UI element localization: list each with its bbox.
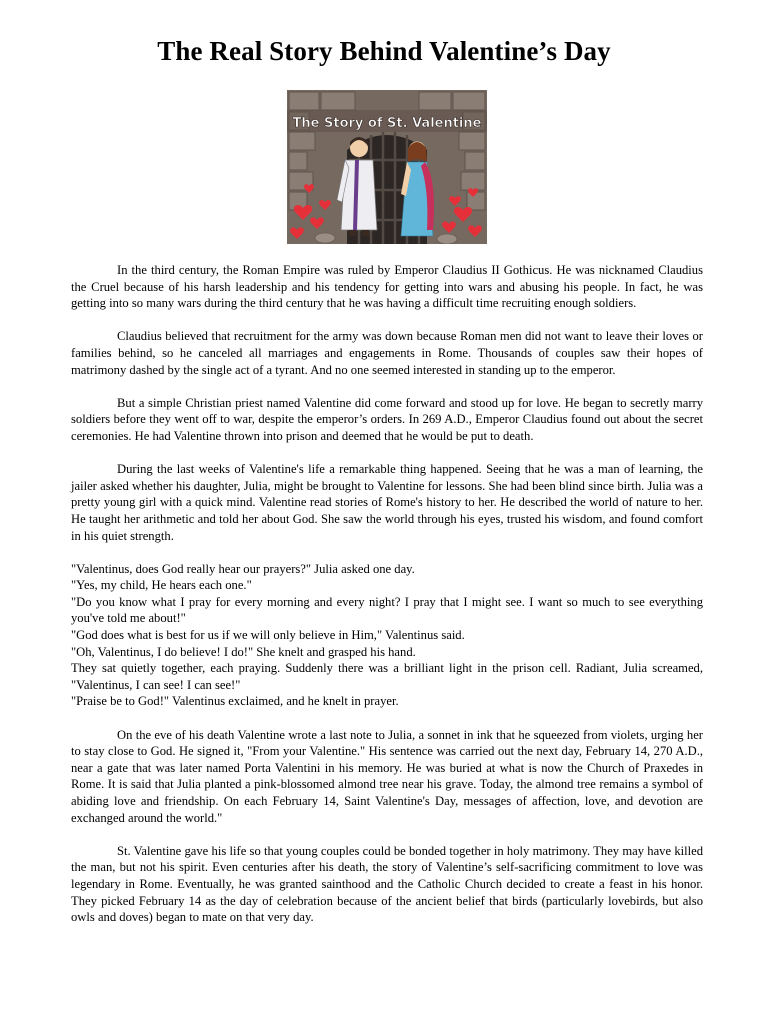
story-illustration-svg	[287, 90, 487, 244]
dialogue-line-7: "Praise be to God!" Valentinus exclaimed, and he knelt in prayer.	[71, 694, 399, 709]
document-title: The Real Story Behind Valentine’s Day	[157, 36, 611, 66]
paragraph-1: In the third century, the Roman Empire was ruled by Emperor Claudius II Gothicus. He was nicknamed Claudius the Cruel because of his harsh leadership and his tendency for getting into wars and abusing his people. In fact, he was getting into so many wars during the third century that he was having a difficult time recruiting enough soldiers.	[71, 263, 703, 311]
dialogue-line-5: "Oh, Valentinus, I do believe! I do!" She knelt and grasped his hand.	[71, 644, 416, 659]
story-body	[71, 262, 703, 942]
dialogue-line-3: "Do you know what I pray for every morning and every night? I pray that I might see. I want so much to see everything you've told me about!"	[71, 594, 703, 626]
dialogue-line-1: "Valentinus, does God really hear our prayers?" Julia asked one day.	[71, 561, 415, 576]
dialogue-line-2: "Yes, my child, He hears each one."	[71, 578, 252, 593]
paragraph-2: Claudius believed that recruitment for the army was down because Roman men did not want to leave their loves or families behind, so he canceled all marriages and engagements in Rome. Thousands of couples saw their hopes of matrimony dashed by the single act of a tyrant. And no one seemed interested in standing up to the emperor.	[71, 329, 703, 377]
image-caption: The Story of St. Valentine	[292, 116, 482, 131]
paragraph-3: But a simple Christian priest named Valentine did come forward and stood up for love. He began to secretly marry soldiers before they went off to war, despite the emperor’s orders. In 269 A.D., Emperor Claudius found out about the secret ceremonies. He had Valentine thrown into prison and deemed that he would be put to death.	[71, 395, 703, 443]
dialogue-line-4: "God does what is best for us if we will only believe in Him," Valentinus said.	[71, 628, 465, 643]
dialogue-block	[71, 561, 703, 710]
paragraph-5: On the eve of his death Valentine wrote a last note to Julia, a sonnet in ink that he squeezed from violets, urging her to stay close to God. He signed it, "From your Valentine." His sentence was carried out the next day, February 14, 270 A.D., near a gate that was later named Porta Valentini in his memory. He was buried at what is now the Church of Praxedes in Rome. It is said that Julia planted a pink-blossomed almond tree near his grave. Today, the almond tree remains a symbol of abiding love and friendship. On each February 14, Saint Valentine's Day, messages of affection, love, and devotion are exchanged around the world."	[71, 727, 703, 825]
paragraph-6: St. Valentine gave his life so that young couples could be bonded together in holy matrimony. They may have killed the man, but not his spirit. Even centuries after his death, the story of Valentine’s self-sacrificing commitment to love was legendary in Rome. Eventually, he was granted sainthood and the Catholic Church decided to create a feast in his honor. They picked February 14 as the day of celebration because of the ancient belief that birds (particularly lovebirds, but also owls and doves) began to mate on that very day.	[71, 843, 703, 925]
story-illustration	[287, 90, 487, 244]
paragraph-4: During the last weeks of Valentine's life a remarkable thing happened. Seeing that he was a man of learning, the jailer asked whether his daughter, Julia, might be brought to Valentine for lessons. She had been blind since birth. Julia was a pretty young girl with a quick mind. Valentine read stories of Rome's history to her. He described the world of nature to her. He taught her arithmetic and told her about God. She saw the world through his eyes, trusted his wisdom, and found comfort in his quiet strength.	[71, 462, 703, 543]
dialogue-line-6: They sat quietly together, each praying. Suddenly there was a brilliant light in the prison cell. Radiant, Julia screamed, "Valentinus, I can see! I can see!"	[71, 661, 703, 692]
